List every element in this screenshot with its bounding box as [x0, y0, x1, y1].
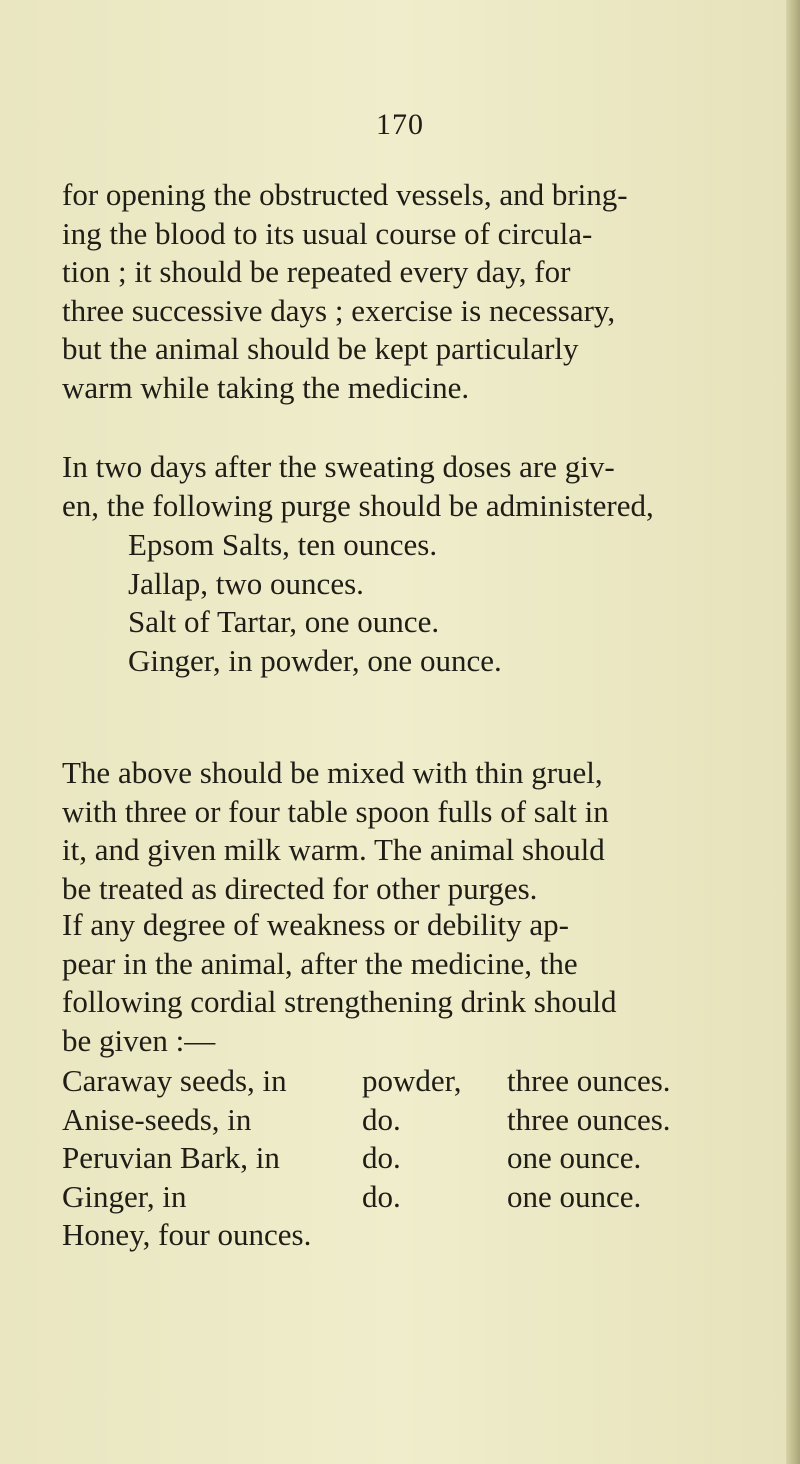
recipe-form: do. — [362, 1140, 401, 1175]
recipe-item: Anise-seeds, in — [62, 1101, 252, 1137]
recipe-item: Ginger, in — [62, 1178, 187, 1214]
recipe-amount: three ounces. — [507, 1101, 671, 1137]
recipe-row — [62, 1178, 742, 1217]
recipe-item: Epsom Salts, ten ounces. — [128, 527, 438, 562]
recipe-form: do. — [362, 1178, 401, 1214]
recipe-form: powder, — [362, 1063, 462, 1098]
recipe-item-honey: Honey, four ounces. — [62, 1217, 312, 1252]
text-line: pear in the animal, after the medicine, the — [62, 945, 578, 981]
paragraph-3 — [62, 754, 742, 908]
recipe-form: do. — [362, 1101, 401, 1137]
text-line: three successive days ; exercise is necessary, — [62, 292, 616, 328]
text-line: ing the blood to its usual course of circula- — [62, 215, 593, 251]
text-line: with three or four table spoon fulls of salt in — [62, 793, 609, 829]
recipe-row — [62, 1139, 742, 1178]
recipe-amount: three ounces. — [507, 1063, 671, 1098]
text-line: tion ; it should be repeated every day, for — [62, 254, 571, 289]
text-line: If any degree of weakness or debility ap- — [62, 907, 569, 942]
text-line: In two days after the sweating doses are giv- — [62, 449, 615, 484]
page-edge — [786, 0, 800, 1464]
text-line: following cordial strengthening drink should — [62, 984, 617, 1019]
text-line: it, and given milk warm. The animal should — [62, 832, 605, 867]
cordial-recipe — [62, 1062, 742, 1216]
page-number: 170 — [376, 108, 424, 141]
recipe-item: Salt of Tartar, one ounce. — [128, 604, 440, 639]
recipe-item: Ginger, in powder, one ounce. — [128, 642, 502, 678]
recipe-amount: one ounce. — [507, 1178, 642, 1214]
text-line: warm while taking the medicine. — [62, 369, 470, 405]
recipe-item: Jallap, two ounces. — [128, 565, 364, 601]
text-line: but the animal should be kept particularly — [62, 331, 579, 366]
recipe-amount: one ounce. — [507, 1140, 642, 1175]
paragraph-1 — [62, 176, 742, 407]
paragraph-2 — [62, 448, 742, 525]
text-line: be given :— — [62, 1022, 216, 1058]
text-line: en, the following purge should be administered, — [62, 487, 654, 523]
text-line: for opening the obstructed vessels, and bring- — [62, 177, 628, 212]
recipe-item: Caraway seeds, in — [62, 1063, 287, 1098]
recipe-row — [62, 1101, 742, 1140]
recipe-row — [62, 1062, 742, 1101]
purge-recipe — [128, 526, 728, 680]
recipe-item: Peruvian Bark, in — [62, 1140, 280, 1175]
text-line: The above should be mixed with thin gruel, — [62, 755, 603, 790]
paragraph-4 — [62, 906, 742, 1060]
text-line: be treated as directed for other purges. — [62, 870, 538, 906]
